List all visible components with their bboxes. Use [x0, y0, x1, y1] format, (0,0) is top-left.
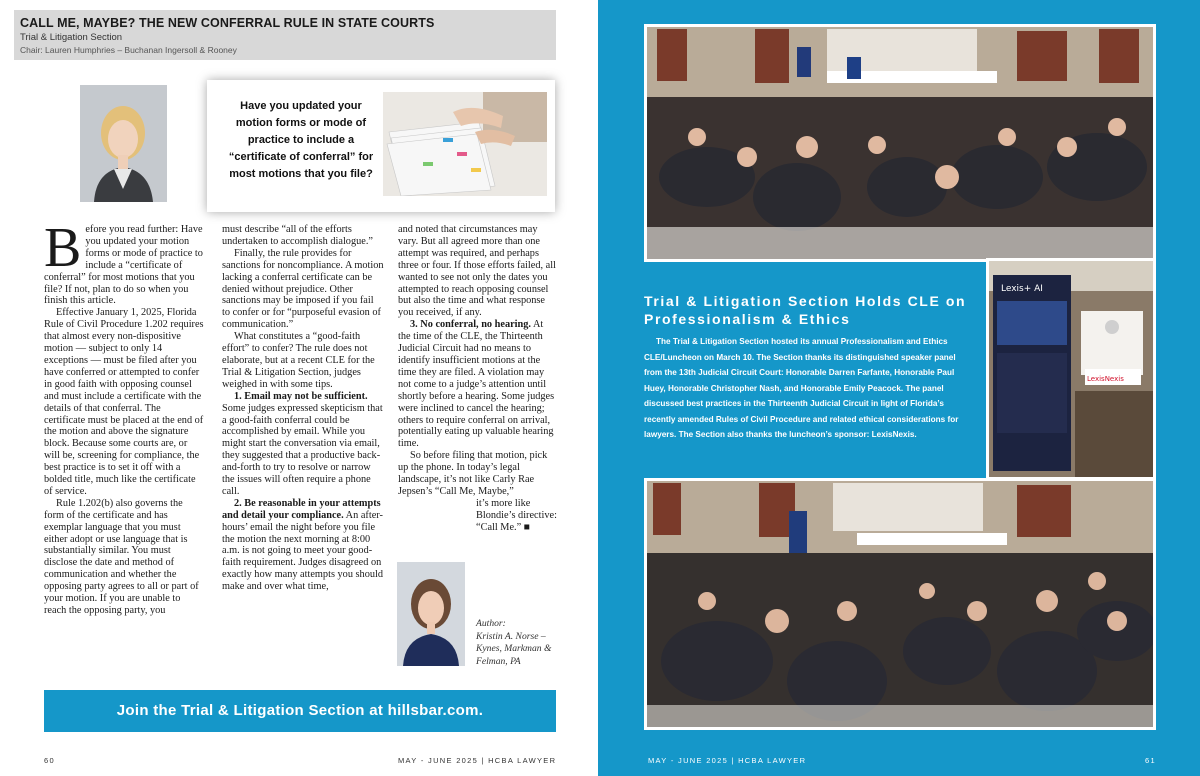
intro-text: efore you read further: Have you updated your motion forms or mode of practice to include a “certificate of conferral” for most motions that you file? If not, plan to do so when you finish this article.: [44, 224, 203, 307]
author-credit: [476, 618, 568, 668]
article-header: [14, 10, 556, 60]
article-column-3: [398, 224, 558, 534]
article-paragraph: [398, 319, 558, 450]
cle-headline: Trial & Litigation Section Holds CLE on Professionalism & Ethics: [644, 293, 967, 327]
chair-portrait: [80, 85, 167, 202]
drop-cap: B: [44, 217, 82, 279]
article-column-2: [222, 224, 384, 593]
article-paragraph: and noted that circumstances may vary. But all agreed more than one attempt was required, and perhaps three or four. If those efforts failed, all wanted to see not only the dates you attempted to reach opposing counsel but also the time and what response you received, if any.: [398, 224, 556, 319]
cle-caption: The Trial & Litigation Section hosted its annual Professionalism and Ethics CLE/Luncheon on March 10. The Section thanks its distinguished speaker panel from the 13th Judicial Circuit Court: Honorable Darren Farfante, Honorable Paul Huey, Honorable Christopher Nash, and Honorable Emily Peacock. The panel discussed best practices in the Thirteenth Judicial Circuit in light of Florida’s recently amended Rules of Civil Procedure and related ethical considerations for lawyers. The Section also thanks the luncheon’s sponsor: LexisNexis.: [644, 337, 959, 439]
luncheon-room-photo: [647, 27, 1153, 259]
tip-heading: 2. Be reasonable in your attempts and detail your compliance.: [222, 497, 381, 521]
article-paragraph: [222, 498, 384, 593]
article-paragraph: So before filing that motion, pick up the phone. In today’s legal landscape, it’s not like Carly Rae Jepsen’s “Call Me, Maybe,”: [398, 450, 548, 497]
article-paragraph: it’s more like Blondie’s directive: “Call Me.” ■: [476, 497, 557, 533]
tip-heading: 1. Email may not be sufficient.: [234, 390, 368, 402]
tip-heading: 3. No conferral, no hearing.: [410, 319, 531, 331]
lexis-ai-logo: Lexis+ AI: [1001, 284, 1043, 294]
section-chair: Chair: Lauren Humphries – Buchanan Ingersoll & Rooney: [20, 45, 237, 55]
left-page: [0, 0, 598, 776]
magazine-footer-left: MAY - JUNE 2025 | HCBA LAWYER: [398, 756, 557, 765]
tip-body: At the time of the CLE, the Thirteenth Judicial Circuit had no means to identify insufficient motions at the time they are filed. A violation may not come to a judge’s attention until shortly before a hearing. Some judges were inclined to cancel the hearing; others to require conferral on arrival, potentially eating up valuable hearing time.: [398, 319, 555, 450]
sponsor-photo: [986, 258, 1156, 480]
article-paragraph: Finally, the rule provides for sanctions for noncompliance. A motion lacking a conferral certificate can be denied without prejudice. Other sanctions may be imposed if you fail to confer or for “purposeful evasion of communication.”: [222, 247, 384, 331]
lexisnexis-logo: LexisNexis: [1087, 375, 1124, 383]
chair-portrait-image: [80, 85, 167, 202]
event-photo-bottom: [644, 478, 1156, 730]
sponsor-banner-photo: [989, 261, 1153, 477]
article-paragraph: Effective January 1, 2025, Florida Rule of Civil Procedure 1.202 requires that almost every non-dispositive motion — subject to only 14 exceptions — must be filed after you have conferred or attempted to confer in good faith with opposing counsel and must include a certificate with the details of that conferral. The certificate must be placed at the end of the motion and above the signature block. Because some courts are, or will be, screening for compliance, the best practice is to set it off with a bolded title, much like the certificate of service.: [44, 307, 204, 497]
article-title: CALL ME, MAYBE? THE NEW CONFERRAL RULE IN STATE COURTS: [20, 16, 435, 30]
cle-article: [598, 262, 986, 478]
author-firm: Kynes, Markman & Felman, PA: [476, 643, 552, 667]
author-name: Kristin A. Norse –: [476, 630, 546, 642]
article-paragraph: Rule 1.202(b) also governs the form of the certificate and has exemplar language that you must either adopt or use language that is substantially similar. You must disclose the date and method of communication and whether the opposing party agrees to all or part of your motion. If you are unable to reach the opposing party, you: [44, 497, 199, 616]
paperwork-image: [383, 92, 547, 196]
callout-box: [207, 80, 555, 212]
article-column-1: [44, 217, 204, 617]
callout-question: Have you updated your motion forms or mode of practice to include a “certificate of conferral” for most motions that you file?: [228, 100, 374, 180]
section-name: Trial & Litigation Section: [20, 32, 123, 43]
author-label: Author:: [476, 618, 506, 629]
article-paragraph: [44, 217, 204, 307]
tip-body: An after-hours’ email the night before you file the motion the next morning at 8:00 a.m. is not going to meet your good-faith requirement. Judges disagreed on exactly how many attempts you should make and over what time,: [222, 509, 384, 593]
tip-body: Some judges expressed skepticism that a good-faith conferral could be accomplished by email. While you might start the conversation via email, they suggested that a productive back-and-forth to try to resolve or narrow the issues will often require a phone call.: [222, 402, 383, 497]
author-portrait: [397, 562, 465, 666]
callout-photo: [383, 92, 547, 196]
join-section-banner[interactable]: Join the Trial & Litigation Section at hillsbar.com.: [44, 690, 556, 732]
article-paragraph: What constitutes a “good-faith effort” to confer? The rule does not elaborate, but at a recent CLE for the Trial & Litigation Section, judges weighed in with some tips.: [222, 331, 375, 390]
page-number-right: 61: [1145, 756, 1156, 765]
author-portrait-image: [397, 562, 465, 666]
panel-discussion-photo: [647, 481, 1153, 727]
page-number-left: 60: [44, 756, 55, 765]
magazine-footer-right: MAY - JUNE 2025 | HCBA LAWYER: [648, 756, 807, 765]
article-paragraph: [222, 391, 384, 498]
event-photo-top: [644, 24, 1156, 262]
article-paragraph: must describe “all of the efforts undertaken to accomplish dialogue.”: [222, 224, 373, 247]
